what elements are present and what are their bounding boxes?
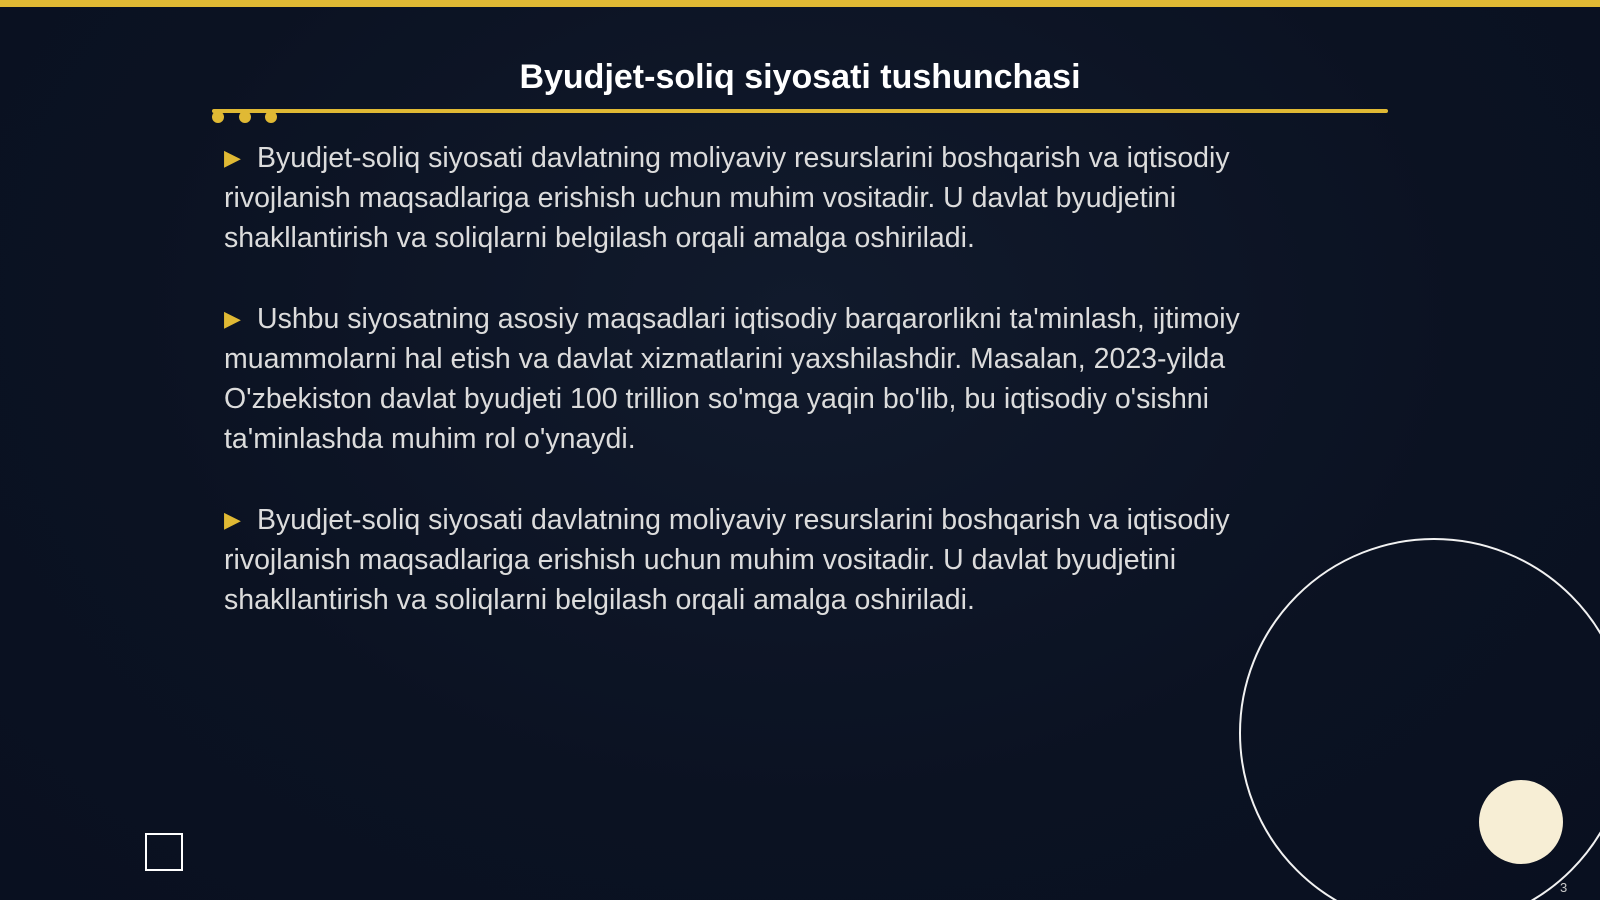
decorative-dot (212, 111, 224, 123)
decorative-dot (265, 111, 277, 123)
slide-title: Byudjet-soliq siyosati tushunchasi (519, 58, 1081, 96)
decorative-disc (1479, 780, 1563, 864)
bullet-paragraph (224, 500, 1344, 620)
paragraph-text: Byudjet-soliq siyosati davlatning moliyaviy resurslarini boshqarish va iqtisodiy rivojlanish maqsadlariga erishish uchun muhim vositadir. U davlat byudjetini shakllantirish va soliqlarni belgilash orqali amalga oshiriladi. (224, 504, 1230, 616)
bullet-arrow-icon: ▶ (224, 507, 241, 532)
bullet-arrow-icon: ▶ (224, 306, 241, 331)
bullet-paragraph (224, 299, 1344, 459)
bullet-arrow-icon: ▶ (224, 145, 241, 170)
bullet-paragraph (224, 138, 1344, 258)
top-accent-bar (0, 0, 1600, 7)
title-underline (212, 109, 1388, 113)
decorative-square (145, 833, 183, 871)
decorative-dot (239, 111, 251, 123)
page-number: 3 (1560, 880, 1568, 895)
slide-body (224, 138, 1344, 661)
paragraph-text: Byudjet-soliq siyosati davlatning moliyaviy resurslarini boshqarish va iqtisodiy rivojlanish maqsadlariga erishish uchun muhim vositadir. U davlat byudjetini shakllantirish va soliqlarni belgilash orqali amalga oshiriladi. (224, 142, 1230, 254)
paragraph-text: Ushbu siyosatning asosiy maqsadlari iqtisodiy barqarorlikni ta'minlash, ijtimoiy muammolarni hal etish va davlat xizmatlarini yaxshilashdir. Masalan, 2023-yilda O'zbekiston davlat byudjeti 100 trillion so'mga yaqin bo'lib, bu iqtisodiy o'sishni ta'minlashda muhim rol o'ynaydi. (224, 303, 1240, 455)
